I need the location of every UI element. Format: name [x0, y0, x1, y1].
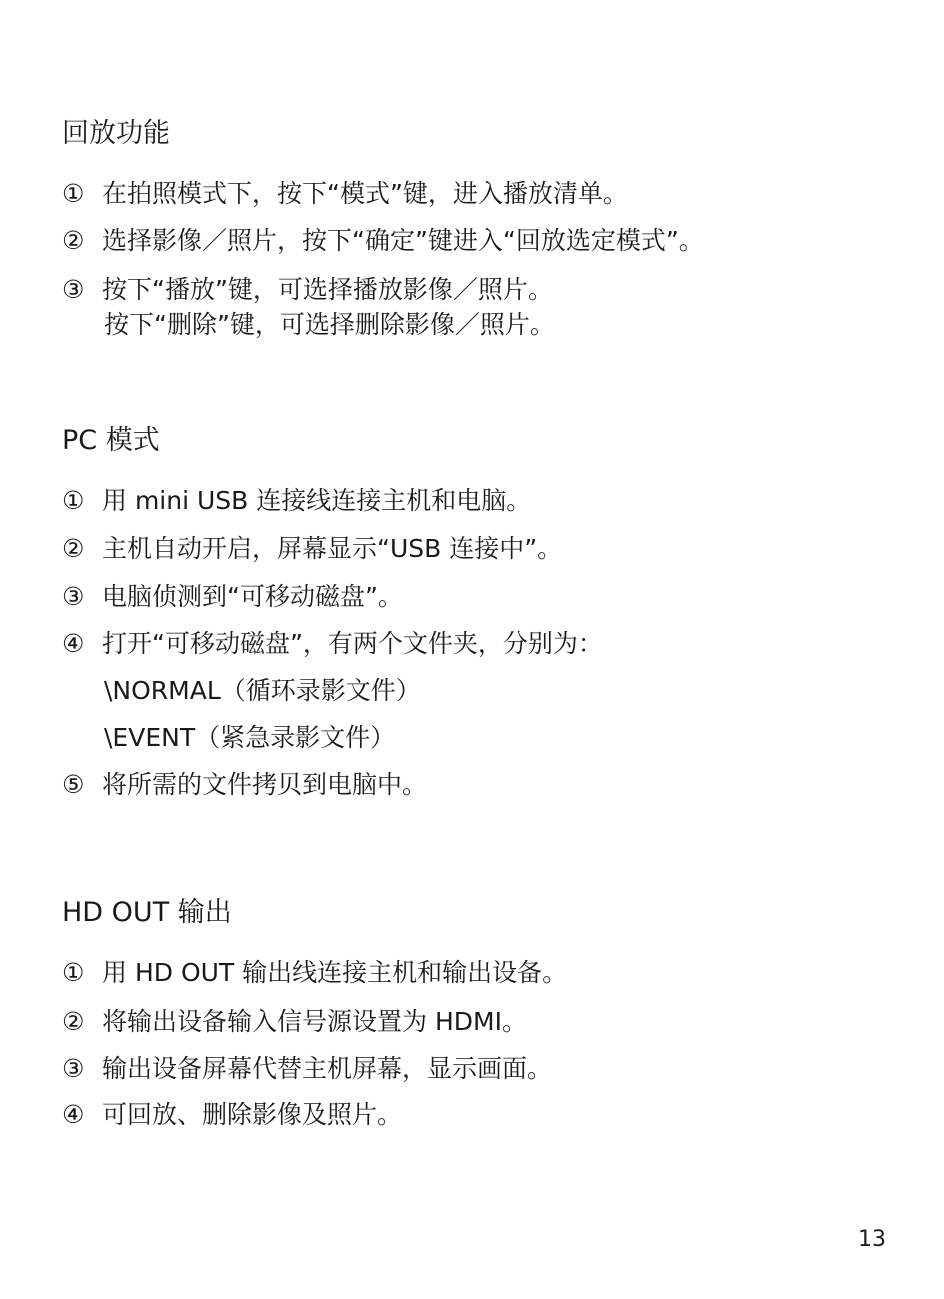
- item-number: ④: [62, 1100, 85, 1129]
- item-number: ③: [62, 1054, 85, 1083]
- item-text: 用 mini USB 连接线连接主机和电脑。: [102, 486, 532, 515]
- item-text: 将所需的文件拷贝到电脑中。: [102, 770, 428, 799]
- item-text: 将输出设备输入信号源设置为 HDMI。: [102, 1007, 527, 1036]
- item-text: 打开“可移动磁盘”，有两个文件夹，分别为：: [102, 629, 603, 658]
- list-item: [62, 532, 562, 566]
- list-item: [62, 224, 704, 258]
- list-item: [62, 177, 628, 211]
- item-text: 选择影像／照片，按下“确定”键进入“回放选定模式”。: [102, 226, 704, 255]
- section-heading-pc-mode: PC 模式: [62, 425, 160, 456]
- item-text: 按下“播放”键，可选择播放影像／照片。: [102, 275, 553, 304]
- folder-normal-text: \NORMAL（循环录影文件）: [104, 676, 421, 705]
- item-number: ④: [62, 629, 85, 658]
- item-number: ①: [62, 958, 85, 987]
- item-number: ③: [62, 275, 85, 304]
- item-number: ②: [62, 226, 85, 255]
- item-text: 输出设备屏幕代替主机屏幕，显示画面。: [102, 1054, 553, 1083]
- item-number: ①: [62, 179, 85, 208]
- item-continuation-text: 按下“删除”键，可选择删除影像／照片。: [104, 310, 555, 339]
- list-item: [62, 580, 403, 614]
- list-item: [62, 1098, 402, 1132]
- list-item: [62, 273, 553, 307]
- item-text: 用 HD OUT 输出线连接主机和输出设备。: [102, 958, 568, 987]
- list-item: [62, 484, 531, 518]
- list-item: [62, 627, 603, 661]
- section-heading-hd-out: HD OUT 输出: [62, 897, 232, 928]
- item-number: ②: [62, 1007, 85, 1036]
- item-text: 电脑侦测到“可移动磁盘”。: [102, 582, 403, 611]
- item-number: ②: [62, 534, 85, 563]
- list-item: [62, 1005, 527, 1039]
- item-text: 可回放、删除影像及照片。: [102, 1100, 403, 1129]
- list-item: [62, 768, 427, 802]
- folder-event-text: \EVENT（紧急录影文件）: [104, 723, 396, 752]
- item-text: 在拍照模式下，按下“模式”键，进入播放清单。: [102, 179, 628, 208]
- item-text: 主机自动开启，屏幕显示“USB 连接中”。: [102, 534, 563, 563]
- item-number: ③: [62, 582, 85, 611]
- item-number: ⑤: [62, 770, 85, 799]
- list-item: [62, 956, 567, 990]
- list-item: [62, 1052, 552, 1086]
- item-number: ①: [62, 486, 85, 515]
- section-heading-playback: 回放功能: [62, 118, 170, 149]
- page-number: 13: [858, 1227, 886, 1252]
